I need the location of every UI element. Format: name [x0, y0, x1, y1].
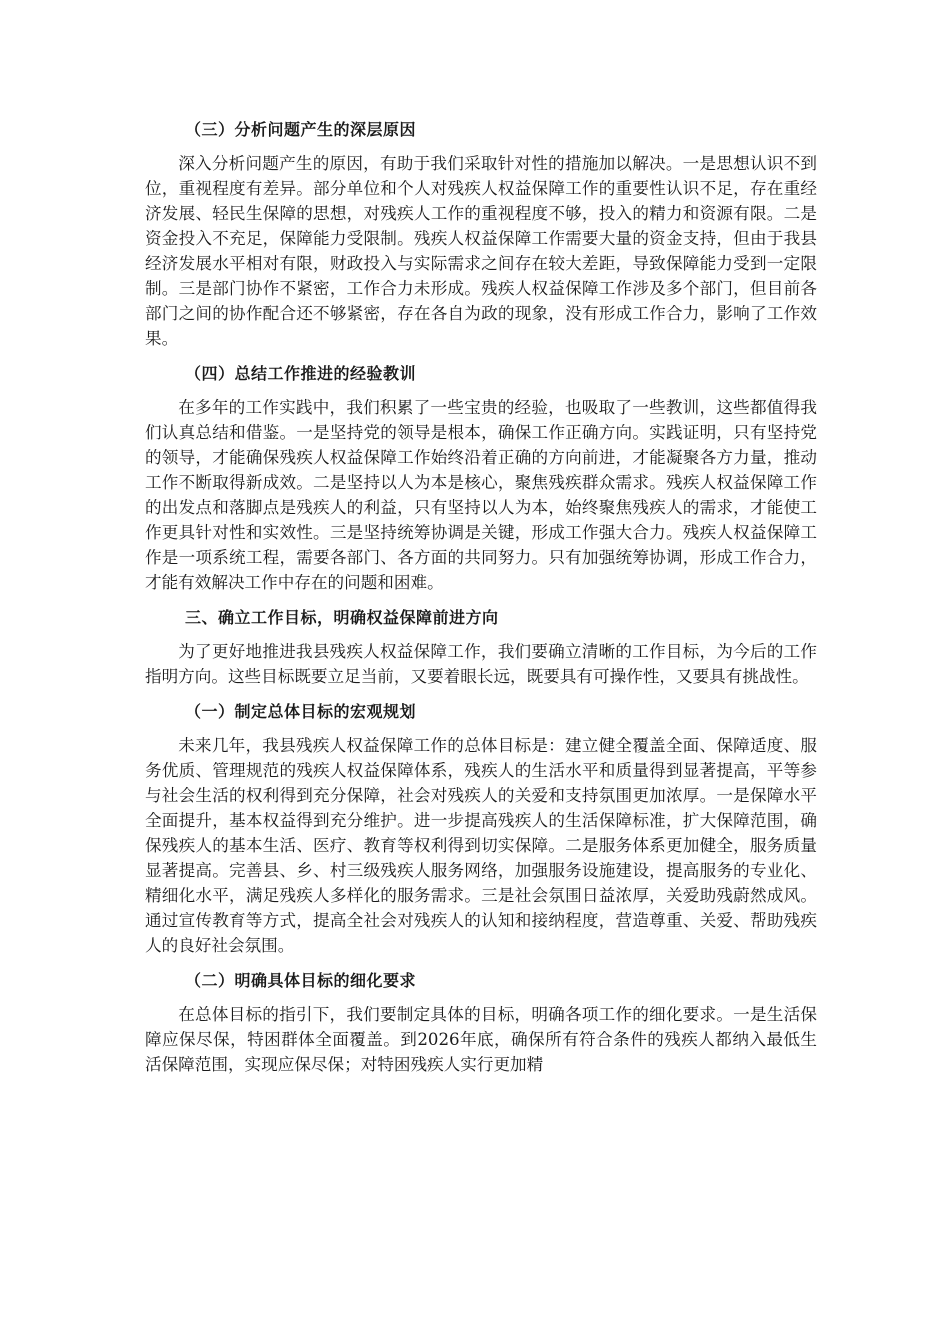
paragraph-lessons: 在多年的工作实践中，我们积累了一些宝贵的经验，也吸取了一些教训，这些都值得我们认真总结和借鉴。一是坚持党的领导是根本，确保工作正确方向。实践证明，只有坚持党的领导，才能确保残疾人权益保障工作始终沿着正确的方向前进，才能凝聚各方力量，推动工作不断取得新成效。二是坚持以人为本是核心，聚焦残疾群众需求。残疾人权益保障工作的出发点和落脚点是残疾人的利益，只有坚持以人为本，始终聚焦残疾人的需求，才能使工作更具针对性和实效性。三是坚持统筹协调是关键，形成工作强大合力。残疾人权益保障工作是一项系统工程，需要各部门、各方面的共同努力。只有加强统筹协调，形成工作合力，才能有效解决工作中存在的问题和困难。 [145, 398, 817, 592]
paragraph-overall-goals: 未来几年，我县残疾人权益保障工作的总体目标是：建立健全覆盖全面、保障适度、服务优质、管理规范的残疾人权益保障体系，残疾人的生活水平和质量得到显著提高，平等参与社会生活的权利得到充分保障，社会对残疾人的关爱和支持氛围更加浓厚。一是保障水平全面提升，基本权益得到充分维护。进一步提高残疾人的生活保障标准，扩大保障范围，确保残疾人的基本生活、医疗、教育等权利得到切实保障。二是服务体系更加健全，服务质量显著提高。完善县、乡、村三级残疾人服务网络，加强服务设施建设，提高服务的专业化、精细化水平，满足残疾人多样化的服务需求。三是社会氛围日益浓厚，关爱助残蔚然成风。通过宣传教育等方式，提高全社会对残疾人的认知和接纳程度，营造尊重、关爱、帮助残疾人的良好社会氛围。 [145, 736, 817, 955]
section-heading-4: （四）总结工作推进的经验教训 [185, 364, 417, 383]
section-heading-2: （二）明确具体目标的细化要求 [185, 971, 417, 990]
paragraph-causes: 深入分析问题产生的原因，有助于我们采取针对性的措施加以解决。一是思想认识不到位，重视程度有差异。部分单位和个人对残疾人权益保障工作的重要性认识不足，存在重经济发展、轻民生保障的思想，对残疾人工作的重视程度不够，投入的精力和资源有限。二是资金投入不充足，保障能力受限制。残疾人权益保障工作需要大量的资金支持，但由于我县经济发展水平相对有限，财政投入与实际需求之间存在较大差距，导致保障能力受到一定限制。三是部门协作不紧密，工作合力未形成。残疾人权益保障工作涉及多个部门，但目前各部门之间的协作配合还不够紧密，存在各自为政的现象，没有形成工作合力，影响了工作效果。 [145, 154, 817, 348]
chapter-heading-3: 三、确立工作目标，明确权益保障前进方向 [185, 608, 499, 627]
paragraph-goals-intro: 为了更好地推进我县残疾人权益保障工作，我们要确立清晰的工作目标，为今后的工作指明方向。这些目标既要立足当前，又要着眼长远，既要具有可操作性，又要具有挑战性。 [145, 642, 817, 686]
paragraph-specific-goals: 在总体目标的指引下，我们要制定具体的目标，明确各项工作的细化要求。一是生活保障应保尽保，特困群体全面覆盖。到2026年底，确保所有符合条件的残疾人都纳入最低生活保障范围，实现应保尽保；对特困残疾人实行更加精 [145, 1005, 817, 1074]
section-heading-3: （三）分析问题产生的深层原因 [185, 120, 417, 139]
section-heading-1: （一）制定总体目标的宏观规划 [185, 702, 417, 721]
document-page [145, 118, 817, 1088]
